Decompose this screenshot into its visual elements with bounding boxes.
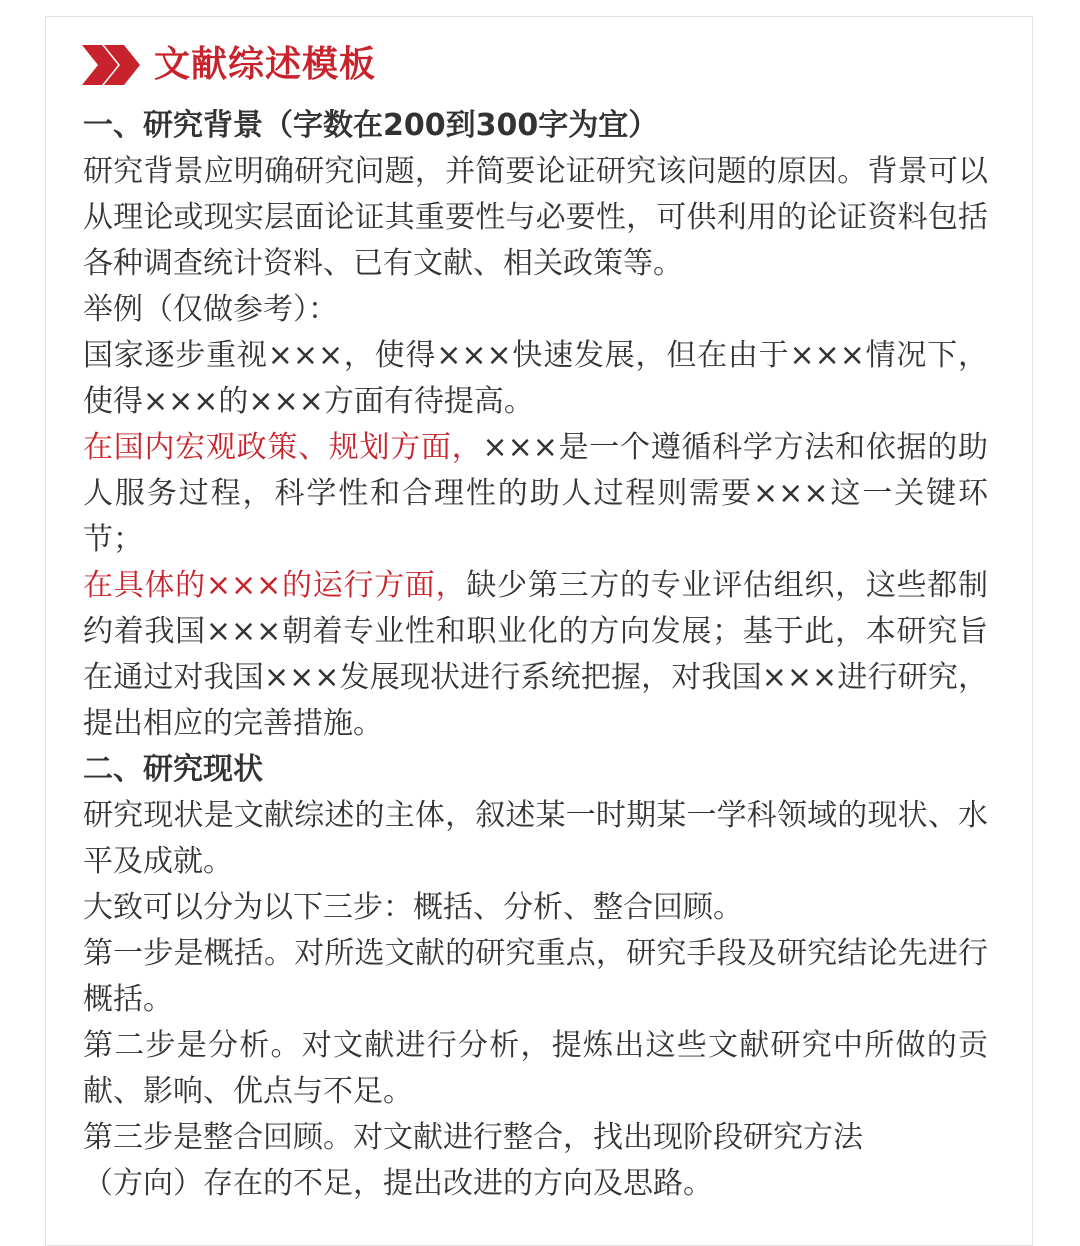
step-three-line-2: （方向）存在的不足，提出改进的方向及思路。 [83, 1166, 713, 1201]
operation-paragraph [83, 563, 988, 747]
example-label: 举例（仅做参考）： [83, 292, 338, 327]
policy-lead: 在国内宏观政策、规划方面， [83, 430, 483, 465]
operation-text: 缺少第三方的专业评估组织，这些都制约着我国×××朝着专业性和职业化的方向发展；基于此，本研究旨在通过对我国×××发展现状进行系统把握，对我国×××进行研究，提出相应的完善措施。 [83, 568, 988, 741]
content [83, 103, 988, 1207]
example-text: 国家逐步重视×××，使得×××快速发展，但在由于×××情况下，使得×××的×××方面有待提高。 [83, 338, 988, 419]
background-intro: 研究背景应明确研究问题，并简要论证研究该问题的原因。背景可以从理论或现实层面论证其重要性与必要性，可供利用的论证资料包括各种调查统计资料、已有文献、相关政策等。 [83, 154, 988, 281]
policy-paragraph [83, 425, 988, 563]
document-page [45, 16, 1033, 1246]
policy-text: ×××是一个遵循科学方法和依据的助人服务过程，科学性和合理性的助人过程则需要×××这一关键环节； [83, 430, 988, 557]
page-title: 文献综述模板 [154, 44, 377, 85]
section-heading-background: 一、研究背景（字数在200到300字为宜） [83, 108, 659, 143]
title-row [82, 43, 376, 87]
double-chevron-icon [82, 45, 140, 85]
step-one: 第一步是概括。对所选文献的研究重点，研究手段及研究结论先进行概括。 [83, 936, 988, 1017]
status-intro: 研究现状是文献综述的主体，叙述某一时期某一学科领域的现状、水平及成就。 [83, 798, 988, 879]
operation-lead: 在具体的×××的运行方面， [83, 568, 467, 603]
step-two: 第二步是分析。对文献进行分析，提炼出这些文献研究中所做的贡献、影响、优点与不足。 [83, 1028, 988, 1109]
step-three-line-1: 第三步是整合回顾。对文献进行整合，找出现阶段研究方法 [83, 1120, 863, 1155]
section-heading-status: 二、研究现状 [83, 752, 263, 787]
steps-summary: 大致可以分为以下三步：概括、分析、整合回顾。 [83, 890, 743, 925]
